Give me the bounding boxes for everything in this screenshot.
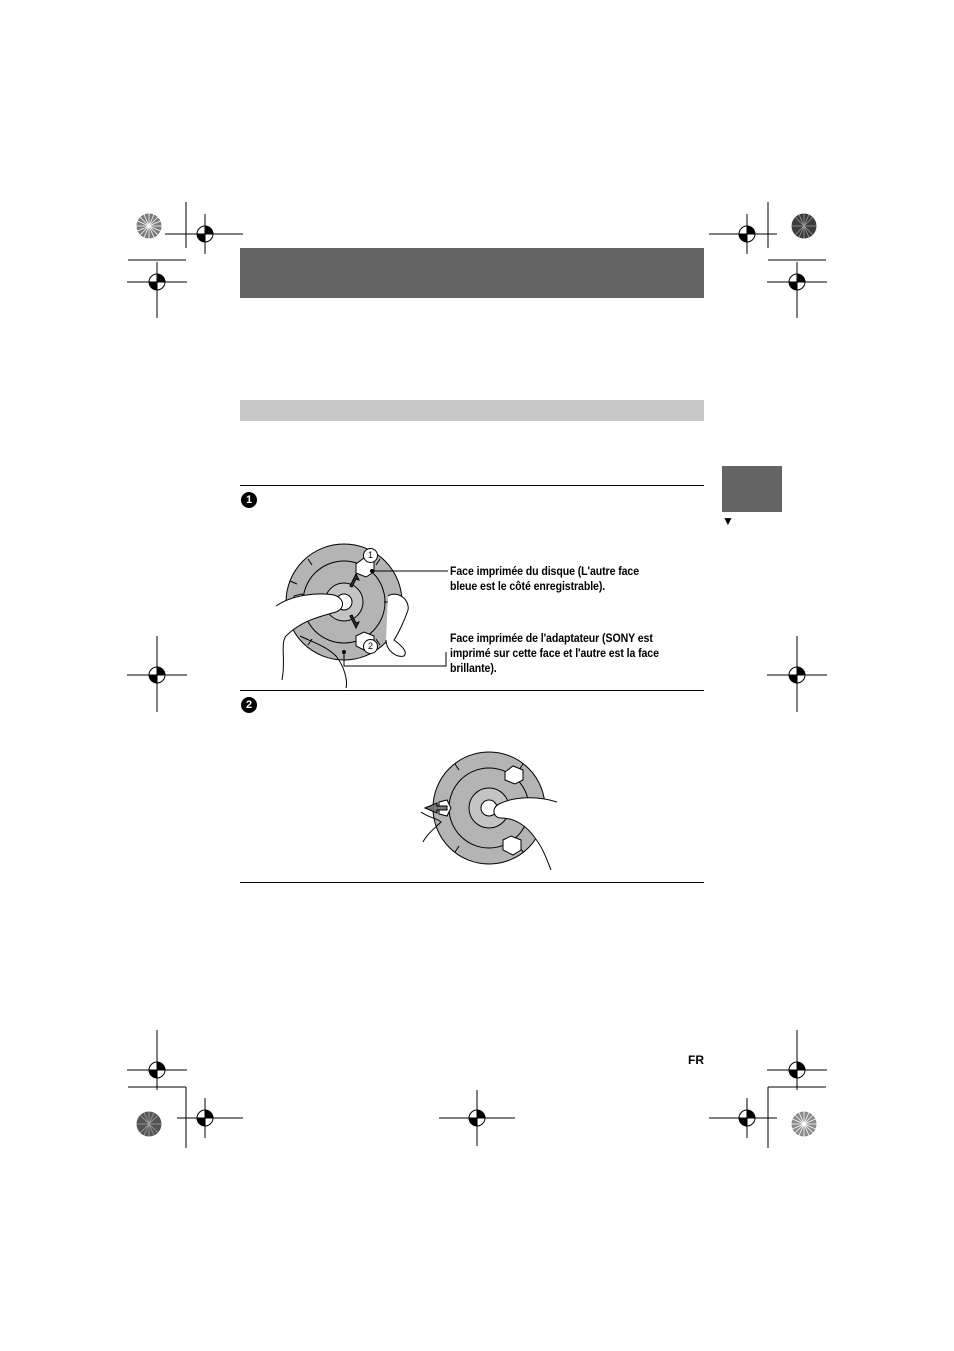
target-mark-icon: [777, 655, 817, 695]
target-mark-icon: [185, 214, 225, 254]
target-mark-icon: [457, 1098, 497, 1138]
section-heading-bar: [240, 400, 704, 421]
step-divider-top: [240, 485, 704, 486]
target-mark-icon: [137, 655, 177, 695]
target-mark-icon: [777, 262, 817, 302]
step-number-2: 2: [241, 697, 257, 713]
hand-right-icon: [386, 594, 408, 656]
marker-circle-1: 1: [363, 548, 378, 563]
step-divider-middle: [240, 690, 704, 691]
target-mark-icon: [137, 262, 177, 302]
step-divider-bottom: [240, 882, 704, 883]
target-mark-icon: [185, 1098, 225, 1138]
target-mark-icon: [137, 1050, 177, 1090]
target-mark-icon: [777, 1050, 817, 1090]
starburst-mark-icon: [791, 213, 817, 239]
language-code: FR: [688, 1053, 704, 1067]
target-mark-icon: [727, 214, 767, 254]
starburst-mark-icon: [136, 1111, 162, 1137]
marker-circle-2: 2: [363, 639, 378, 654]
callout-leader-adapter: [340, 650, 450, 680]
starburst-mark-icon: [791, 1111, 817, 1137]
callout-leader-disc: [370, 563, 450, 583]
starburst-mark-icon: [136, 213, 162, 239]
disc-label-text: Face imprimée du disque (L'autre face bleue est le côté enregistrable).: [450, 566, 640, 593]
step-number-1: 1: [241, 492, 257, 508]
disc-attach-illustration: [415, 748, 565, 878]
target-mark-icon: [727, 1098, 767, 1138]
continue-arrow-icon: ▼: [722, 514, 734, 528]
title-bar: [240, 248, 704, 298]
adapter-label-text: Face imprimée de l'adaptateur (SONY est imprimé sur cette face et l'autre est la face brillante).: [450, 633, 659, 675]
side-index-tab: [722, 466, 782, 512]
